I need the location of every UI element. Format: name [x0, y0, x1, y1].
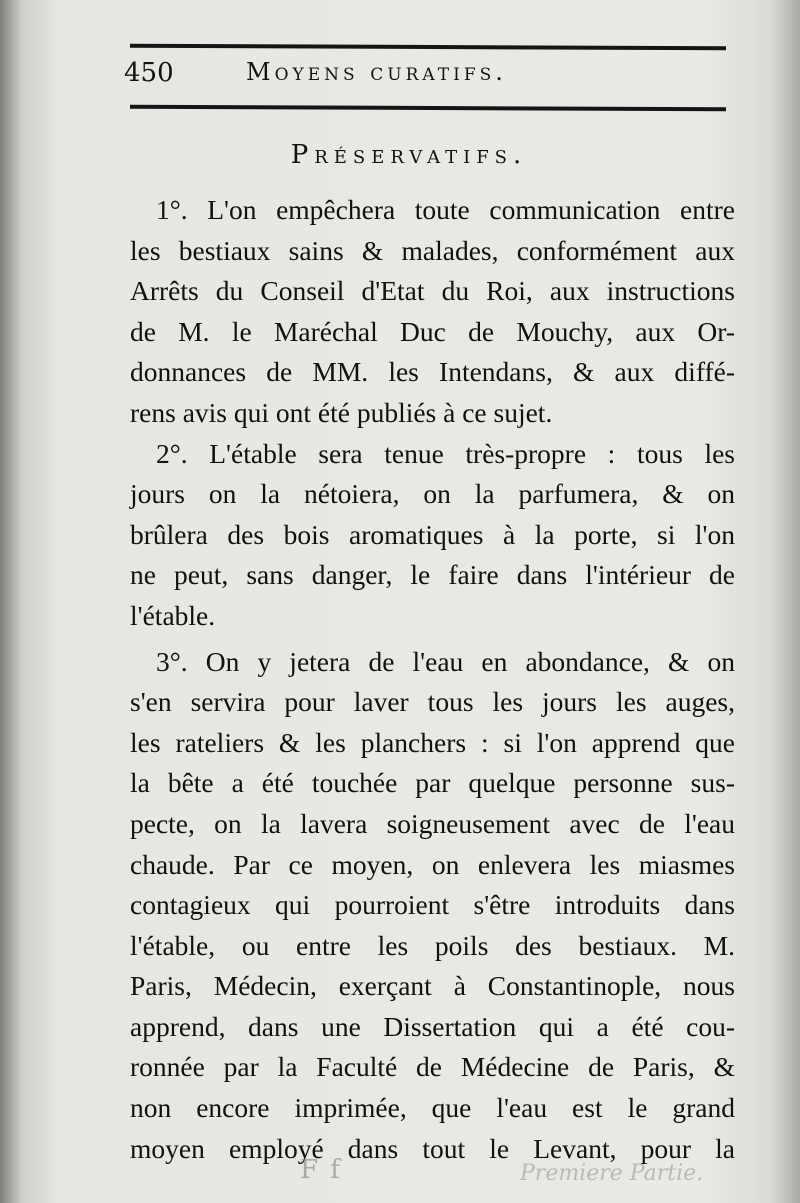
page-header: [124, 58, 736, 98]
text-line: non encore imprimée, que l'eau est le grand: [130, 1092, 735, 1124]
text-line: ronnée par la Faculté de Médecine de Paris, &: [130, 1051, 735, 1083]
text-line: de M. le Maréchal Duc de Mouchy, aux Or-: [130, 315, 735, 347]
text-line: les rateliers & les planchers : si l'on apprend que: [130, 726, 735, 758]
signature-mark: F f: [300, 1155, 342, 1185]
text-line: les bestiaux sains & malades, conformément aux: [130, 234, 735, 266]
text-line: 1°. L'on empêchera toute communication entre: [156, 194, 735, 225]
text-line: donnances de MM. les Intendans, & aux diffé-: [130, 356, 735, 388]
running-head: Moyens curatifs.: [246, 58, 507, 86]
text-line: apprend, dans une Dissertation qui a été cou-: [130, 1010, 735, 1042]
page-number: 450: [124, 58, 174, 88]
text-line: chaude. Par ce moyen, on enlevera les miasmes: [130, 848, 735, 880]
header-rule-bottom: [130, 105, 726, 112]
page-footer: [0, 1155, 800, 1203]
text-line: Paris, Médecin, exerçant à Constantinople, nous: [130, 970, 735, 1002]
text-line: ne peut, sans danger, le faire dans l'intérieur de: [130, 559, 735, 591]
text-line: brûlera des bois aromatiques à la porte, si l'on: [130, 518, 735, 550]
text-line: pecte, on la lavera soigneusement avec de l'eau: [130, 807, 735, 839]
section-title: Préservatifs.: [290, 140, 528, 170]
show-through-text: Premiere Partie.: [520, 1161, 704, 1186]
text-line: 3°. On y jetera de l'eau en abondance, & on: [156, 645, 735, 677]
text-line: contagieux qui pourroient s'être introduits dans: [130, 889, 735, 921]
text-line: rens avis qui ont été publiés à ce sujet.: [130, 396, 553, 428]
text-line: s'en servira pour laver tous les jours les auges,: [130, 686, 735, 718]
text-line: jours on la nétoiera, on la parfumera, & on: [130, 478, 735, 510]
text-line: la bête a été touchée par quelque personne sus-: [130, 767, 735, 799]
text-line: moyen employé dans tout le Levant, pour la: [130, 1132, 735, 1164]
header-rule-top: [130, 44, 726, 51]
body-text: [130, 190, 735, 1169]
text-line: l'étable.: [130, 599, 216, 631]
text-line: 2°. L'étable sera tenue très-propre : tous les: [156, 437, 735, 469]
text-line: l'étable, ou entre les poils des bestiaux. M.: [130, 929, 735, 961]
text-line: Arrêts du Conseil d'Etat du Roi, aux instructions: [130, 275, 735, 307]
